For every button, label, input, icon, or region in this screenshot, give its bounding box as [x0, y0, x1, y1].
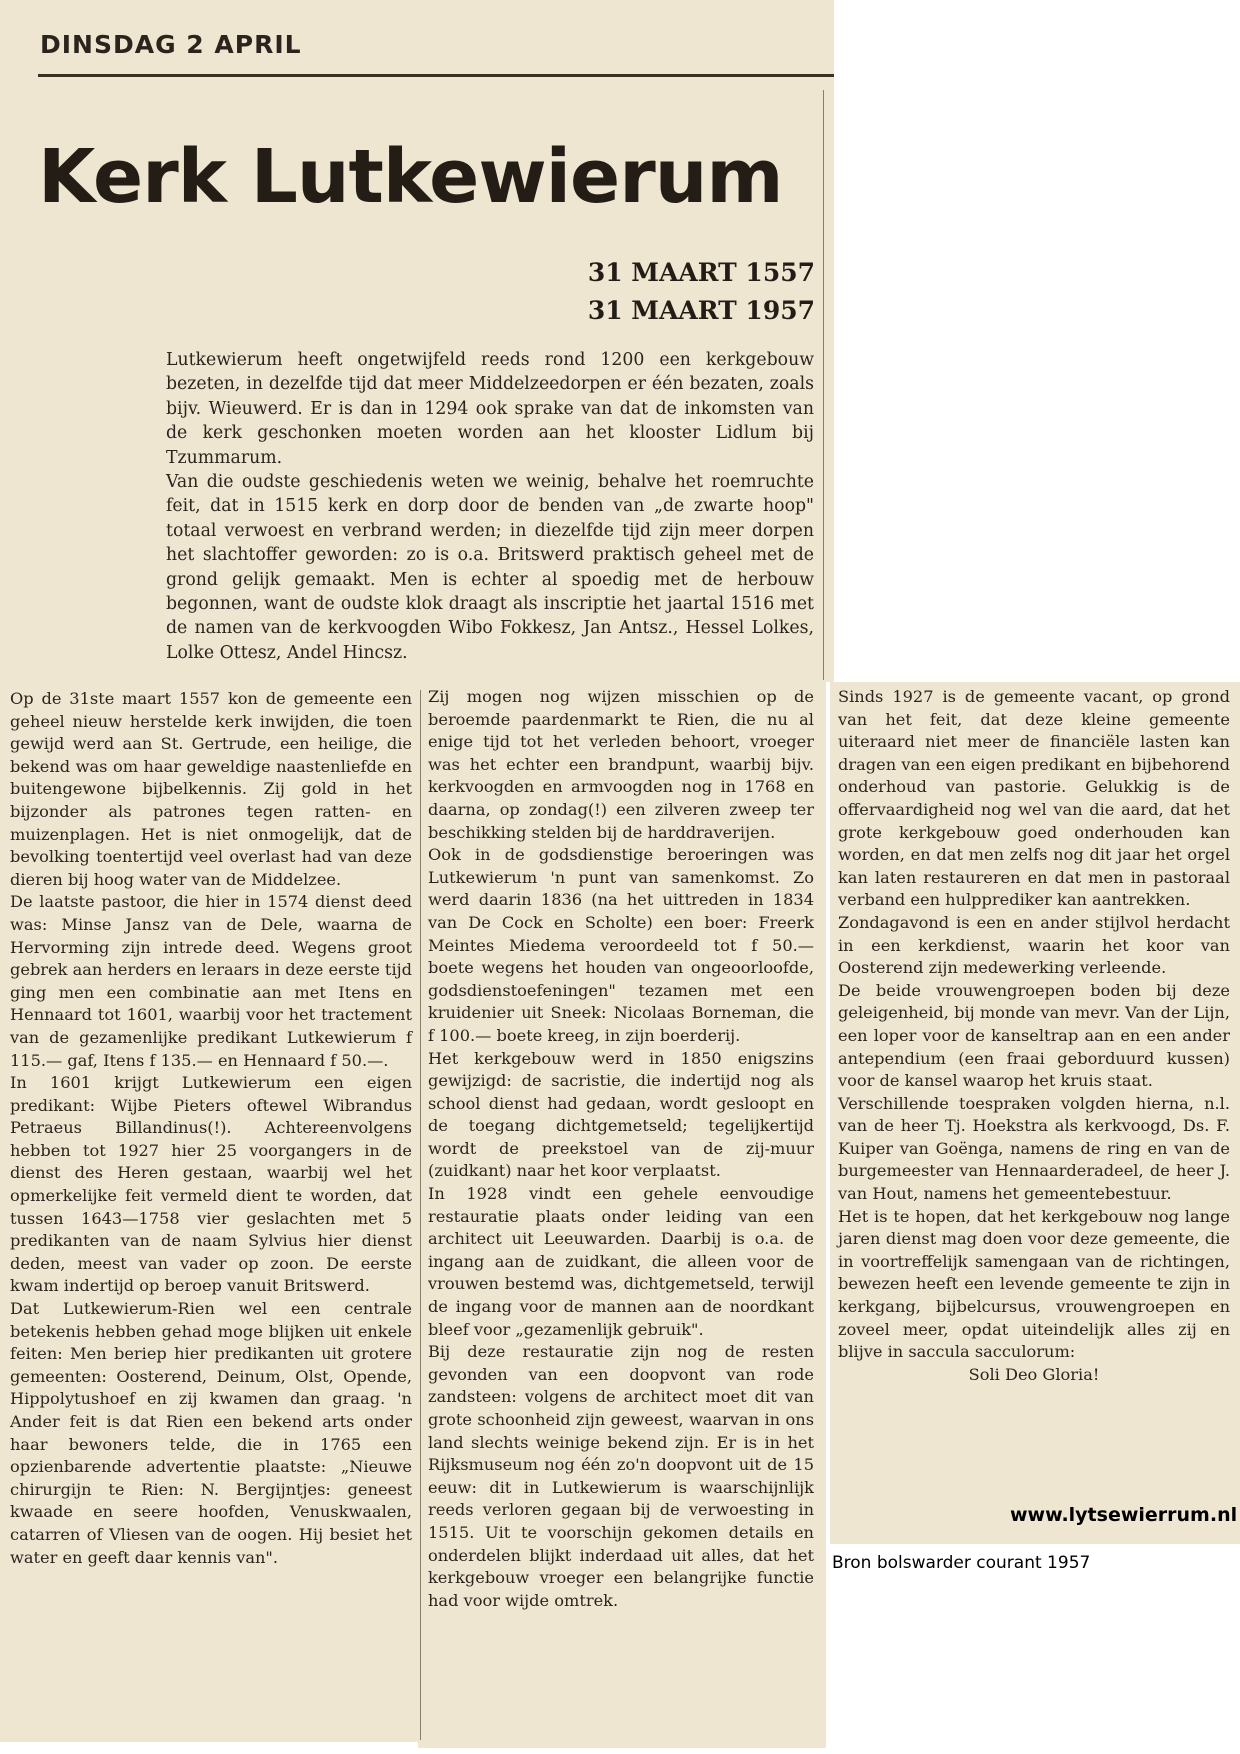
article-column-2 [428, 686, 814, 1612]
source-caption: Bron bolswarder courant 1957 [832, 1553, 1091, 1573]
body-paragraph: Op de 31ste maart 1557 kon de gemeente een geheel nieuw herstelde kerk inwijden, die toen gewijd werd aan St. Gertrude, een heilige, die bekend was om haar geweldige naastenliefde en buitengewone bijbelkennis. Zij gold in het bijzonder als patrones tegen ratten- en muizenplagen. Het is niet onmogelijk, dat de bevolking toentertijd veel overlast had van deze dieren bij hoog water van de Middelzee. [10, 689, 412, 889]
body-paragraph: De beide vrouwengroepen boden bij deze geleigenheid, bij monde van mevr. Van der Lijn, een loper voor de kanseltrap aan en een ander antependium (een fraai geborduurd kussen) voor de kansel waarop het kruis staat. [838, 980, 1230, 1091]
body-paragraph: Bij deze restauratie zijn nog de resten gevonden van een doopvont van rode zandsteen: volgens de architect moet dit van grote schoonheid zijn geweest, waarvan in ons land slechts weinige bekend zijn. Er is in het Rijksmuseum nog één zo'n doopvont uit de 15 eeuw: dit in Lutkewierum is waarschijnlijk reeds verloren gegaan bij de verwoesting in 1515. Uit te voorschijn gekomen details en onderdelen blijkt inderdaad uit alles, dat het kerkgebouw vroeger een belangrijke functie had voor wijde omtrek. [428, 1342, 814, 1610]
intro-paragraph: Van die oudste geschiedenis weten we weinig, behalve het roemruchte feit, dat in 1515 kerk en dorp door de benden van „de zwarte hoop" totaal verwoest en verbrand werden; in diezelfde tijd zijn meer dorpen het slachtoffer geworden: zo is o.a. Britswerd praktisch geheel met de grond gelijk gemaakt. Men is echter al spoedig met de herbouw begonnen, want de oudste klok draagt als inscriptie het jaartal 1516 met de namen van de kerkvoogden Wibo Fokkesz, Jan Antsz., Hessel Lolkes, Lolke Ottesz, Andel Hincsz. [166, 472, 814, 663]
dateline: DINSDAG 2 APRIL [40, 30, 302, 59]
article-title: Kerk Lutkewierum [38, 134, 783, 220]
body-paragraph: In 1928 vindt een gehele eenvoudige restauratie plaats onder leiding van een architect uit Leeuwarden. Daarbij is o.a. de ingang aan de zuidkant, die alleen voor de vrouwen bestemd was, dichtgemetseld, terwijl de ingang voor de mannen aan de noordkant bleef voor „gezamenlijk gebruik". [428, 1184, 814, 1339]
body-paragraph: Zondagavond is een en ander stijlvol herdacht in een kerkdienst, waarin het koor van Oosterend zijn medewerking verleende. [838, 912, 1230, 978]
body-paragraph: Het kerkgebouw werd in 1850 enigszins gewijzigd: de sacristie, die indertijd nog als school dienst had gedaan, wordt gesloopt en de toegang dichtgemetseld; tegelijkertijd wordt de preekstoel van de zij-muur (zuidkant) naar het koor verplaatst. [428, 1048, 814, 1181]
website-watermark: www.lytsewierrum.nl [1010, 1504, 1238, 1526]
column-divider [420, 690, 421, 1740]
date-line-1557: 31 MAART 1557 [587, 258, 815, 287]
body-paragraph: Het is te hopen, dat het kerkgebouw nog lange jaren dienst mag doen voor deze gemeente, die in voortreffelijk samengaan van de richtingen, bewezen heeft een levende gemeente te zijn in kerkgang, bijbelcursus, vrouwengroepen en zoveel meer, opdat uiteindelijk alles zij en blijve in saccula sacculorum: [838, 1206, 1230, 1362]
article-column-3 [838, 686, 1230, 1386]
column-divider [823, 90, 824, 680]
body-paragraph: De laatste pastoor, die hier in 1574 dienst deed was: Minse Jansz van de Dele, waarna de Hervorming zijn intrede deed. Wegens groot gebrek aan herders en leraars in deze eerste tijd ging men een combinatie aan met Itens en Hennaard tot 1601, waarbij voor het tractement van de gezamenlijke predikant Lutkewierum f 115.— gaf, Itens f 135.— en Hennaard f 50.—. [10, 892, 412, 1070]
header-rule [38, 74, 834, 77]
body-paragraph: Verschillende toespraken volgden hierna, n.l. van de heer Tj. Hoekstra als kerkvoogd, Ds. F. Kuiper van Goënga, namens de ring en van de burgemeester van Hennaarderadeel, de heer J. van Hout, namens het gemeentebestuur. [838, 1093, 1230, 1204]
body-paragraph: Sinds 1927 is de gemeente vacant, op grond van het feit, dat deze kleine gemeente uiteraard niet meer de financiële lasten kan dragen van een eigen predikant en bijbehorend onderhoud van pastorie. Gelukkig is de offervaardigheid nog wel van die aard, dat het grote kerkgebouw goed onderhouden kan worden, en dat men zelfs nog dit jaar het orgel kan laten restaureren en dat men in pastoraal verband een hulpprediker kan aantrekken. [838, 687, 1230, 910]
date-line-1957: 31 MAART 1957 [587, 296, 815, 325]
closing-line: Soli Deo Gloria! [968, 1364, 1100, 1384]
body-paragraph: Dat Lutkewierum-Rien wel een centrale betekenis hebben gehad moge blijken uit enkele feiten: Men beriep hier predikanten uit grotere gemeenten: Oosterend, Deinum, Olst, Opende, Hippolytushoef en zij kwamen dan graag. 'n Ander feit is dat Rien een bekend arts onder haar bewoners telde, die in 1765 een opzienbarende advertentie plaatste: „Nieuwe chirurgijn te Rien: N. Bergijntjes: geneest kwaade en seere hoofden, Venuskwaalen, catarren of Vliesen van de oogen. Hij besiet het water en geeft daar kennis van". [10, 1299, 412, 1567]
intro-paragraph: Lutkewierum heeft ongetwijfeld reeds rond 1200 een kerkgebouw bezeten, in dezelfde tijd dat meer Middelzeedorpen er één bezaten, zoals bijv. Wieuwerd. Er is dan in 1294 ook sprake van dat de inkomsten van de kerk geschonken moeten worden aan het klooster Lidlum bij Tzummarum. [166, 350, 814, 468]
body-paragraph: In 1601 krijgt Lutkewierum een eigen predikant: Wijbe Pieters oftewel Wibrandus Petraeus Billandinus(!). Achtereenvolgens hebben tot 1927 hier 25 voorgangers in de dienst des Heren gestaan, waarbij wel het opmerkelijke feit vermeld dient te worden, dat tussen 1643—1758 vier geslachten met 5 predikanten van de naam Sylvius hier dienst deden, meest van vader op zoon. De eerste kwam indertijd op beroep vanuit Britswerd. [10, 1073, 412, 1296]
body-paragraph: Zij mogen nog wijzen misschien op de beroemde paardenmarkt te Rien, die nu al enige tijd tot het verleden behoort, vroeger was het echter een brandpunt, waarbij bijv. kerkvoogden en armvoogden nog in 1768 en daarna, op zondag(!) een zilveren zweep ter beschikking stelden bij de harddraverijen. [428, 687, 814, 842]
article-intro [166, 348, 814, 665]
body-paragraph: Ook in de godsdienstige beroeringen was Lutkewierum 'n punt van samenkomst. Zo werd daarin 1836 (na het uittreden in 1834 van De Cock en Scholte) een boer: Freerk Meintes Miedema veroordeeld tot f 50.— boete wegens het houden van ongeoorloofde, godsdienstoefeningen" tezamen met een kruidenier uit Sneek: Nicolaas Borneman, die f 100.— boete kreeg, in zijn boerderij. [428, 845, 814, 1045]
article-column-1 [10, 688, 412, 1569]
